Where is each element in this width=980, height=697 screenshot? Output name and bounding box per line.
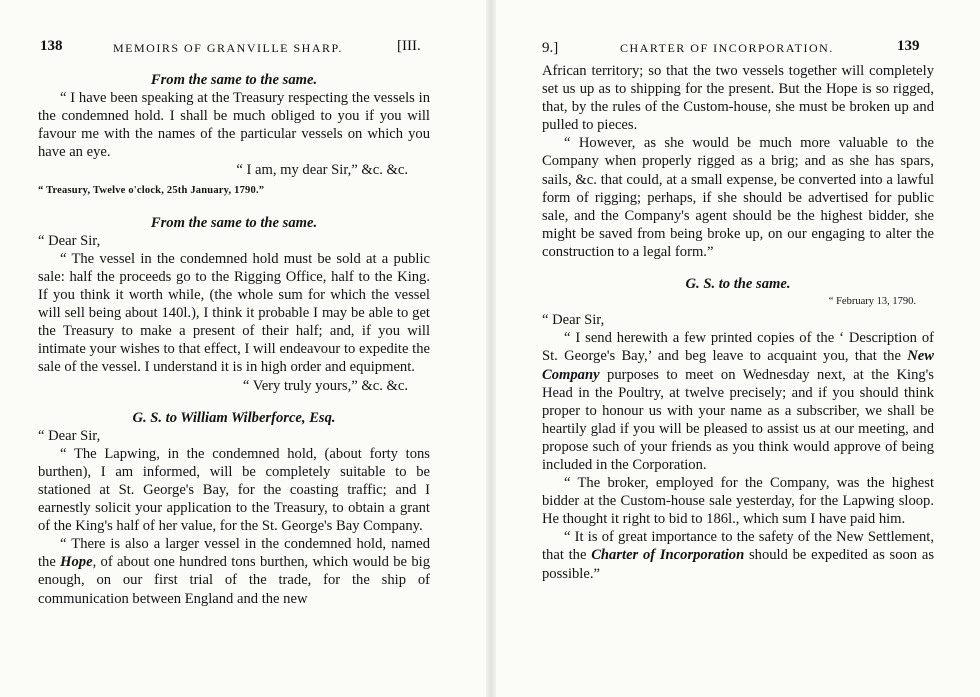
paragraph: “ The broker, employed for the Company, was the highest bidder at the Custom-house sale yesterday, for the Lapwing sloop. He thought it right to bid to 186l., which sum I have paid him. [542, 475, 934, 528]
left-page-body [38, 71, 430, 608]
text-run: , of about one hundred tons burthen, which would be big enough, on our first trial of the trade, for the ship of communication between England and the new [38, 554, 431, 607]
letter-heading: G. S. to the same. [685, 276, 791, 293]
paragraph [38, 535, 430, 607]
paragraph [542, 329, 934, 474]
closing: “ I am, my dear Sir,” &c. &c. [236, 162, 408, 179]
salutation: “ Dear Sir, [38, 427, 101, 444]
closing: “ Very truly yours,” &c. &c. [242, 377, 408, 394]
text-run: “ There is also a larger vessel in the condemned hold, named the [38, 536, 430, 571]
dateline: “ Treasury, Twelve o'clock, 25th January, 1790.” [38, 184, 265, 196]
paragraph: African territory; so that the two vessels together will completely set us up as to shipping for the present. But the Hope is so rigged, that, by the rules of the Custom-house, she must be broken up and pulled to pieces. [542, 63, 934, 134]
letter-heading: G. S. to William Wilberforce, Esq. [132, 409, 336, 426]
paragraph: “ The vessel in the condemned hold must be sold at a public sale: half the proceeds go to the Rigging Office, half to the King. If you think it worth while, (the whole sum for which the vessel will sell being about 140l.), I think it probable I may be able to get the Treasury to make a present of their half; and, if you will intimate your wishes to that effect, I will endeavour to expedite the sale of the vessel. I understand it is in high order and equipment. [38, 250, 430, 376]
salutation: “ Dear Sir, [542, 312, 605, 329]
paragraph [542, 528, 934, 582]
paragraph: “ The Lapwing, in the condemned hold, (about forty tons burthen), I am informed, will be completely suitable to be stationed at St. George's Bay, for the coasting traffic; and I earnestly solicit your application to the Treasury, to obtain a grant of the King's half of her value, for the St. George's Bay Company. [38, 445, 430, 535]
right-page-body [542, 62, 934, 583]
letter-heading: From the same to the same. [150, 72, 318, 88]
text-run: “ I send herewith a few printed copies of the ‘ Description of St. George's Bay,’ and beg leave to acquaint you, that the [542, 330, 934, 365]
salutation: “ Dear Sir, [38, 232, 101, 249]
dateline: “ February 13, 1790. [828, 296, 916, 308]
ship-name: Hope [60, 554, 93, 571]
text-run: “ It is of great importance to the safety of the New Settlement, that the [542, 529, 934, 564]
letter-heading: From the same to the same. [150, 214, 318, 231]
right-page [490, 0, 980, 697]
text-run: purposes to meet on Wednesday next, at the King's Head in the Poultry, at twelve precisely; and if you should think proper to honour us with your name as a subscriber, we shall be heartily glad if you will be pleased to assist us at our meeting, and propose such of your friends as you think would approve of being included in the Corporation. [542, 366, 934, 473]
section-marker: 9.] [542, 40, 559, 56]
company-name: New Company [542, 348, 934, 383]
page-number: 138 [40, 38, 63, 54]
running-title: CHARTER OF INCORPORATION. [620, 41, 834, 55]
charter-title: Charter of Incorporation [591, 547, 745, 564]
paragraph: “ I have been speaking at the Treasury respecting the vessels in the condemned hold. I shall be much obliged to you if you will favour me with the names of the particular vessels on which you have an eye. [38, 90, 430, 161]
paragraph: “ However, as she would be much more valuable to the Company when properly rigged as a brig; and as she has spars, sails, &c. that could, at a small expense, be converted into a lawful form of rigging; perhaps, if she should be advertised for public sale, and the Company's agent should be the highest bidder, she might be saved from being broke up, on our engaging to alter the construction to a legal form.” [542, 135, 934, 260]
running-title: MEMOIRS OF GRANVILLE SHARP. [113, 41, 343, 55]
text-run: should be expedited as soon as possible.” [542, 547, 934, 582]
section-marker: [III. [397, 38, 421, 54]
page-number: 139 [897, 38, 920, 54]
